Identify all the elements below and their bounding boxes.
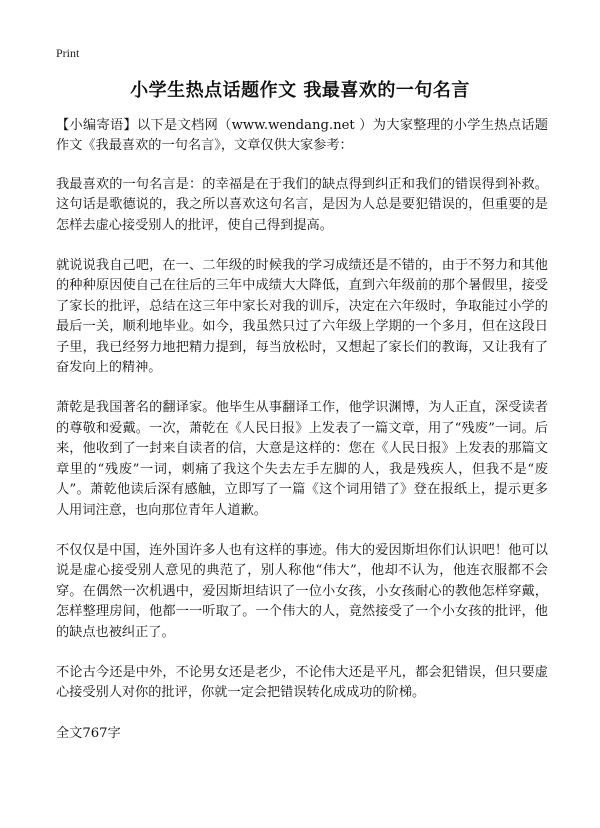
page-title: 小学生热点话题作文 我最喜欢的一句名言 (130, 80, 470, 101)
paragraph-5: 不论古今还是中外，不论男女还是老少，不论伟大还是平凡，都会犯错误，但只要虚心接受别人对你的批评，你就一定会把错误转化成成功的阶梯。 (56, 664, 548, 701)
intro-paragraph: 【小编寄语】以下是文档网（www.wendang.net ）为大家整理的小学生热点话题作文《我最喜欢的一句名言》，文章仅供大家参考： (56, 118, 548, 154)
print-label: Print (56, 46, 80, 60)
word-count: 全文767字 (56, 725, 121, 741)
article-body (56, 116, 548, 744)
paragraph-4: 不仅仅是中国，连外国许多人也有这样的事迹。伟大的爱因斯坦你们认识吧！他可以说是虚心接受别人意见的典范了，别人称他“伟大”，他却不认为，他连衣服都不会穿。在偶然一次机遇中，爱因斯坦结识了一位小女孩，小女孩耐心的教他怎样穿戴，怎样整理房间，他都一一听取了。一个伟大的人，竟然接受了一个小女孩的批评，他的缺点也被纠正了。 (56, 542, 548, 640)
paragraph-3: 萧乾是我国著名的翻译家。他毕生从事翻译工作，他学识渊博，为人正直，深受读者的尊敬和爱戴。一次，萧乾在《人民日报》上发表了一篇文章，用了“残废”一词。后来，他收到了一封来自读者的信，大意是这样的：您在《人民日报》上发表的那篇文章里的“残废”一词，刺痛了我这个失去左手左脚的人，我是残疾人，但我不是“废人”。萧乾他读后深有感触，立即写了一篇《这个词用错了》登在报纸上，提示更多人用词注意，也向那位青年人道歉。 (56, 400, 548, 518)
paragraph-1: 我最喜欢的一句名言是：的幸福是在于我们的缺点得到纠正和我们的错误得到补救。这句话是歌德说的，我之所以喜欢这句名言，是因为人总是要犯错误的，但重要的是怎样去虚心接受别人的批评，使自己得到提高。 (56, 176, 548, 233)
paragraph-2: 就说说我自己吧，在一、二年级的时候我的学习成绩还是不错的，由于不努力和其他的种种原因使自己在往后的三年中成绩大大降低，直到六年级前的那个暑假里，接受了家长的批评，总结在这三年中家长对我的训斥，决定在六年级时，争取能过小学的最后一关，顺利地毕业。如今，我虽然只过了六年级上学期的一个多月，但在这段日子里，我已经努力地把精力提到，每当放松时，又想起了家长们的教诲，又让我有了奋发向上的精神。 (56, 258, 548, 376)
